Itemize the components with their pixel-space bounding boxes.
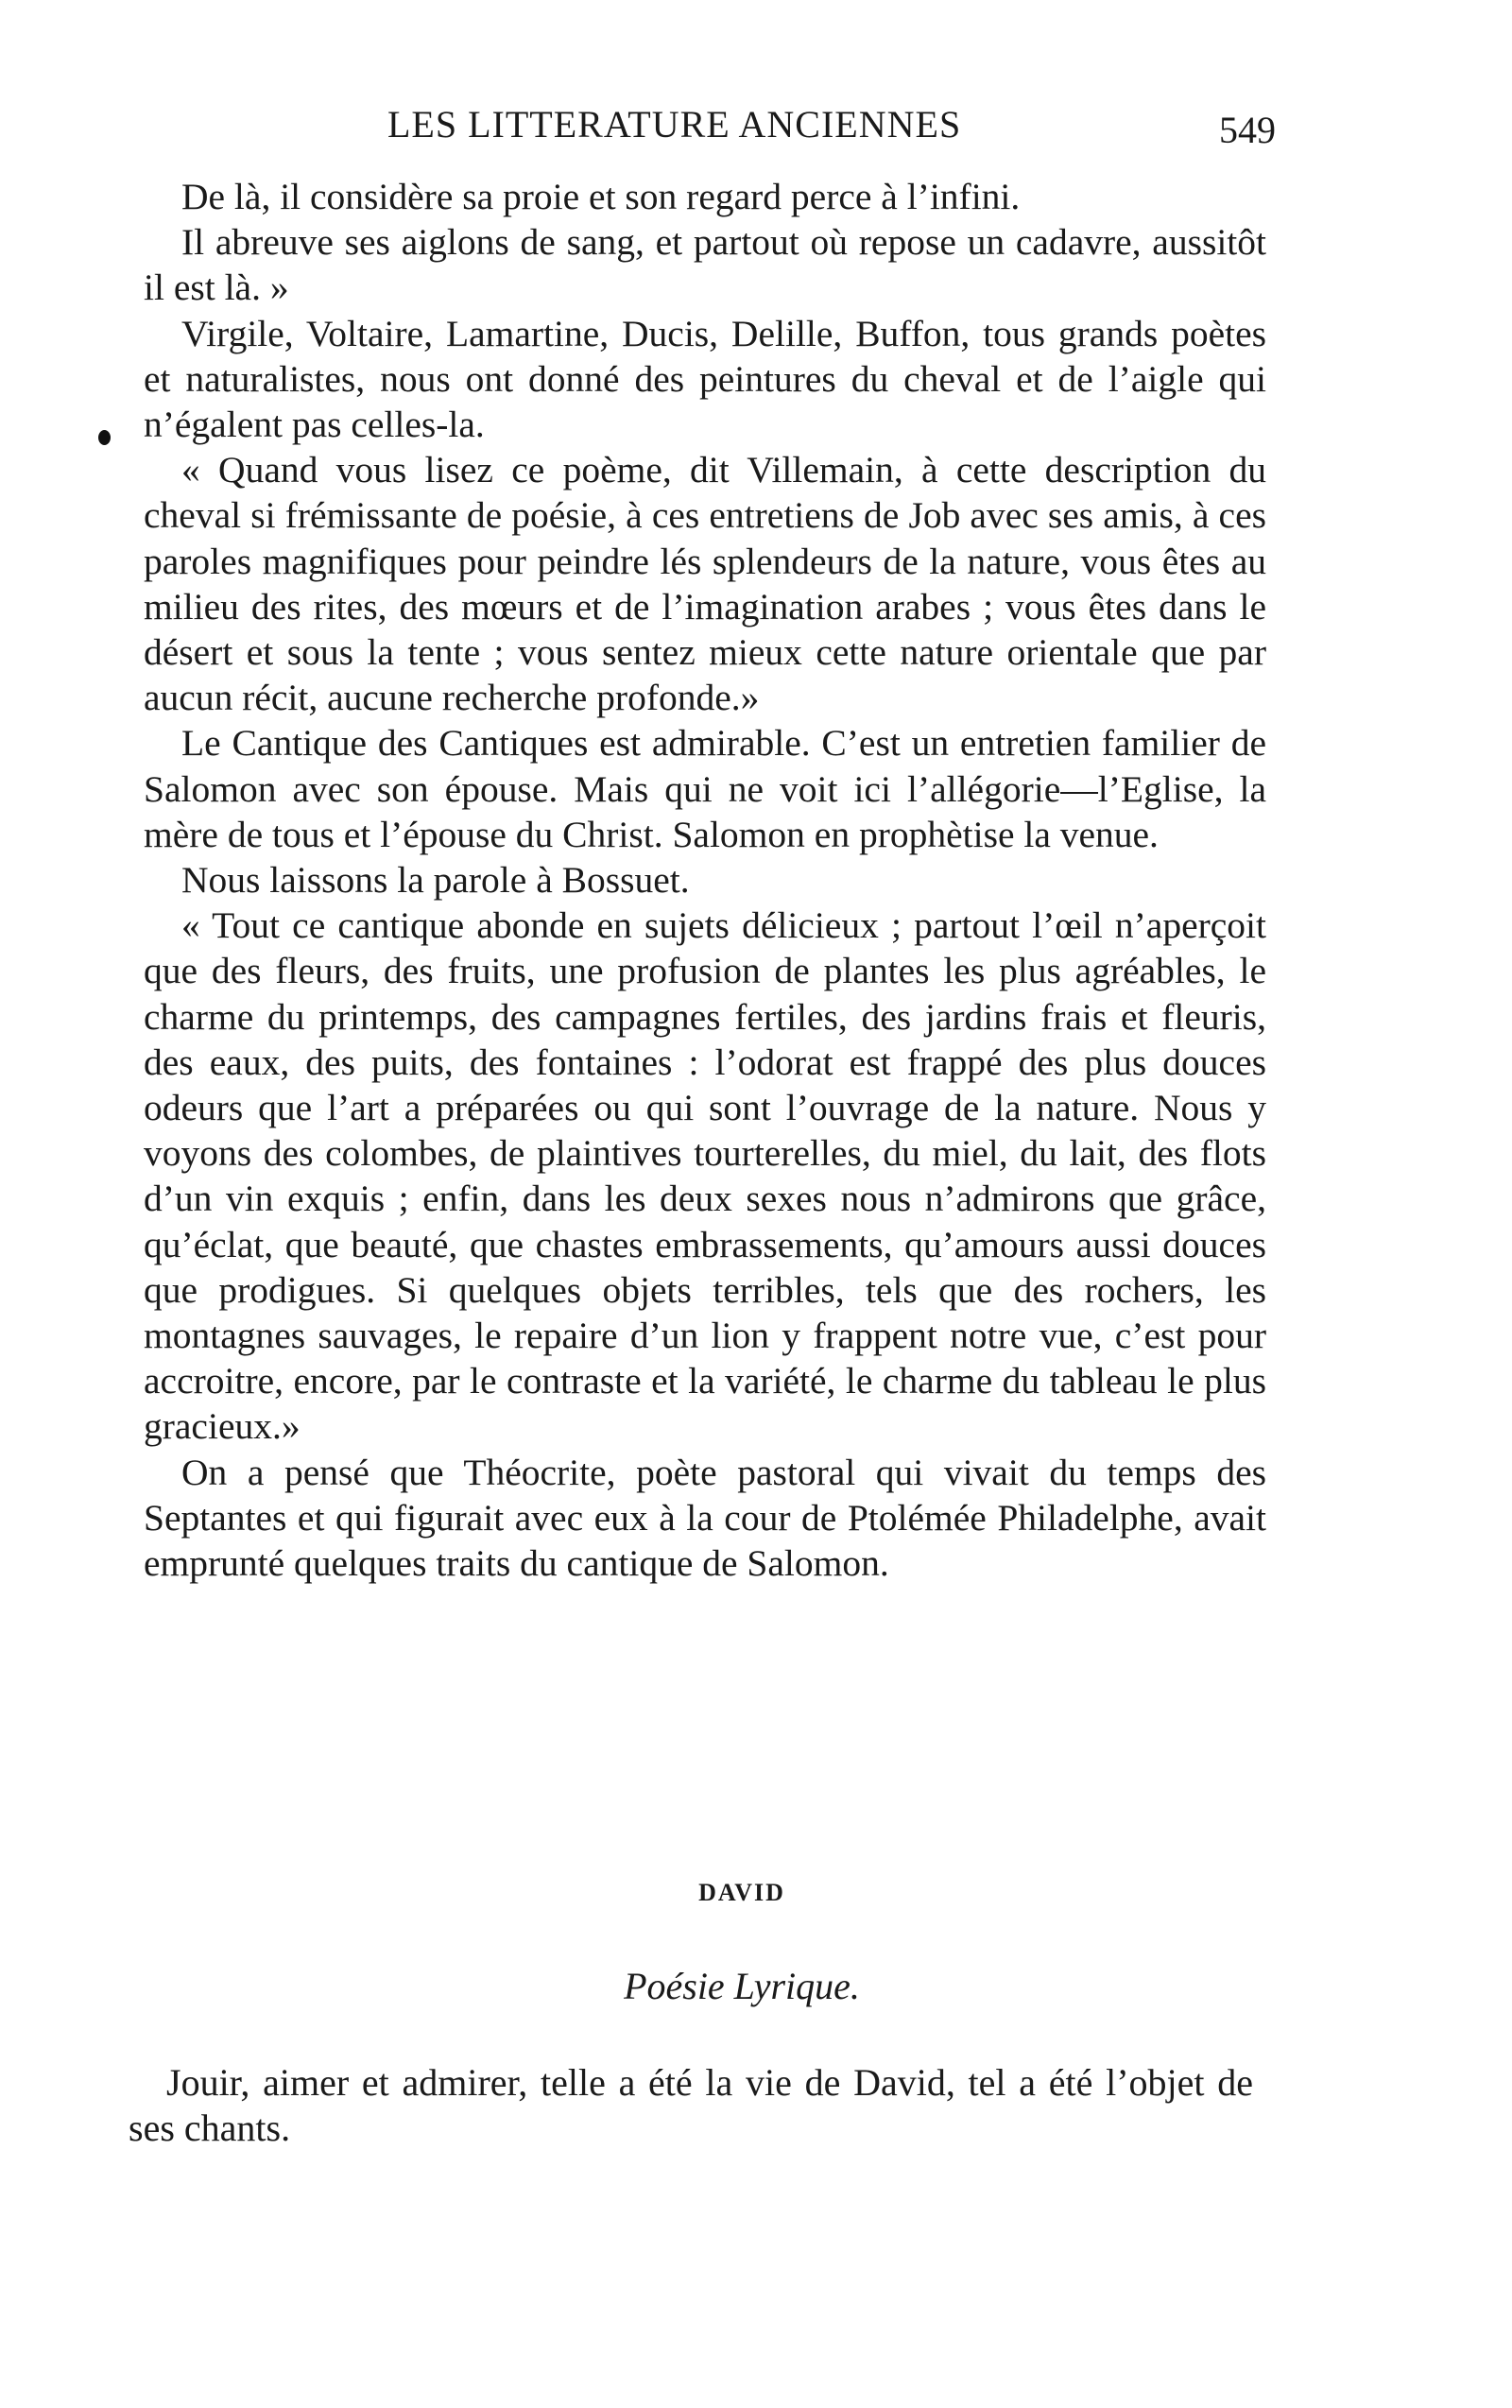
paragraph: Le Cantique des Cantiques est admirable. C’est un entretien familier de Salomon avec son épouse. Mais qui ne voit ici l’allégorie—l’Eglise, la mère de tous et l’épouse du Christ. Salomon en prophètise la venue.	[144, 722, 1266, 855]
paragraph: Virgile, Voltaire, Lamartine, Ducis, Delille, Buffon, tous grands poètes et naturalistes, nous ont donné des peintures du cheval et de l’aigle qui n’égalent pas celles-la.	[144, 312, 1266, 446]
paragraph: « Quand vous lisez ce poème, dit Villemain, à cette description du cheval si frémissante de poésie, à ces entretiens de Job avec ses amis, à ces paroles magnifiques pour peindre lés splendeurs de la nature, vous êtes au milieu des rites, des mœurs et de l’imagination arabes ; vous êtes dans le désert et sous la tente ; vous sentez mieux cette nature orientale que par aucun récit, aucune recherche profonde.»	[144, 449, 1266, 719]
section-heading: DAVID	[698, 1879, 785, 1906]
paragraph: De là, il considère sa proie et son regard perce à l’infini.	[181, 176, 1021, 217]
paragraph: Jouir, aimer et admirer, telle a été la vie de David, tel a été l’objet de ses chants.	[129, 2061, 1253, 2149]
ink-dot-mark	[98, 430, 111, 445]
paragraph: Il abreuve ses aiglons de sang, et partout où repose un cadavre, aussitôt il est là. »	[144, 221, 1266, 309]
page-number: 549	[1219, 109, 1276, 151]
paragraph: On a pensé que Théocrite, poète pastoral qui vivait du temps des Septantes et qui figurait avec eux à la cour de Ptolémée Philadelphe, avait emprunté quelques traits du cantique de Salomon.	[144, 1451, 1266, 1585]
running-title: LES LITTERATURE ANCIENNES	[387, 103, 962, 146]
paragraph: Nous laissons la parole à Bossuet.	[181, 859, 690, 902]
paragraph: « Tout ce cantique abonde en sujets délicieux ; partout l’œil n’aperçoit que des fleurs, des fruits, une profusion de plantes les plus agréables, le charme du printemps, des campagnes fertiles, des jardins frais et fleuris, des eaux, des puits, des fontaines : l’odorat est frappé des plus douces odeurs que l’art a préparées ou qui sont l’ouvrage de la nature. Nous y voyons des colombes, de plaintives tourterelles, du miel, du lait, des flots d’un vin exquis ; enfin, dans les deux sexes nous n’admirons que grâce, qu’éclat, que beauté, que chastes embrassements, qu’amours aussi douces que prodigues. Si quelques objets terribles, tels que des rochers, les montagnes sauvages, le repaire d’un lion y frappent notre vue, c’est pour accroitre, encore, par le contraste et la variété, le charme du tableau le plus gracieux.»	[144, 904, 1266, 1448]
main-text	[144, 174, 1266, 1586]
section-text	[129, 2060, 1253, 2151]
section-subheading: Poésie Lyrique.	[624, 1965, 860, 2007]
page-header	[387, 102, 1276, 159]
